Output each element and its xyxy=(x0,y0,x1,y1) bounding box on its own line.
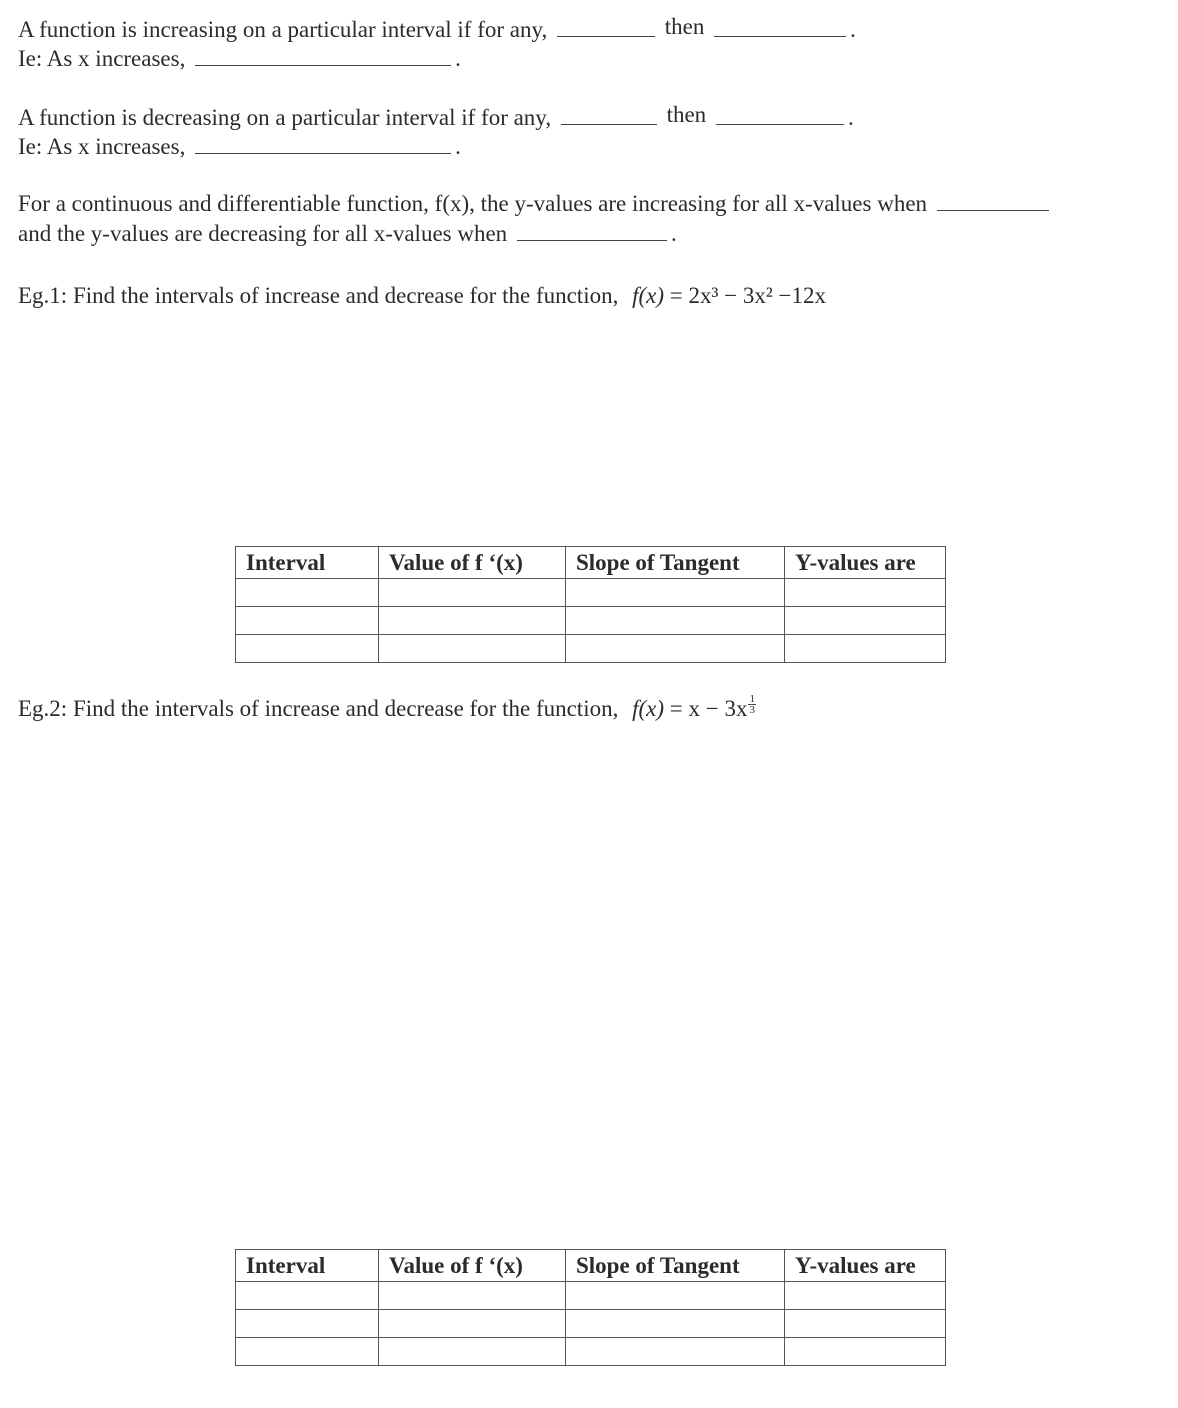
example-2-exponent-denominator: 3 xyxy=(749,704,755,716)
table-cell[interactable] xyxy=(236,1310,379,1338)
example-2-exponent-numerator: 1 xyxy=(749,693,755,705)
table1-header-fprime: Value of f ‘(x) xyxy=(379,547,566,579)
table-cell[interactable] xyxy=(566,1310,785,1338)
decreasing-definition-line2: Ie: As x increases, . xyxy=(18,134,461,159)
derivative-blank-2[interactable] xyxy=(517,222,667,241)
increasing-then-word: then xyxy=(664,14,705,39)
table2-header-slope: Slope of Tangent xyxy=(566,1250,785,1282)
example-1-prompt xyxy=(18,282,826,310)
table1-header-slope: Slope of Tangent xyxy=(566,547,785,579)
table-cell[interactable] xyxy=(785,1310,946,1338)
table-cell[interactable] xyxy=(379,607,566,635)
table-row xyxy=(236,1338,946,1366)
derivative-rule-line1 xyxy=(18,190,1049,218)
example-2-function-lhs: f(x) xyxy=(632,696,665,721)
table-cell[interactable] xyxy=(785,579,946,607)
table-cell[interactable] xyxy=(566,635,785,663)
example-2-exponent xyxy=(748,694,756,715)
table-cell[interactable] xyxy=(379,1338,566,1366)
example-2-prompt xyxy=(18,694,756,723)
table-row xyxy=(236,1310,946,1338)
table-header-row xyxy=(236,1250,946,1282)
decreasing-blank-1[interactable] xyxy=(561,106,657,125)
table2-header-yvalues: Y-values are xyxy=(785,1250,946,1282)
table-cell[interactable] xyxy=(236,607,379,635)
increasing-definition-text: A function is increasing on a particular interval if for any, xyxy=(18,17,548,42)
example-1-text: Eg.1: Find the intervals of increase and decrease for the function, xyxy=(18,283,619,308)
decreasing-definition-text: A function is decreasing on a particular interval if for any, xyxy=(18,105,552,130)
table-cell[interactable] xyxy=(236,579,379,607)
example-2-text: Eg.2: Find the intervals of increase and decrease for the function, xyxy=(18,696,619,721)
example-2-function xyxy=(632,693,756,721)
increasing-definition-line1: A function is increasing on a particular interval if for any, then . xyxy=(18,14,856,42)
increasing-blank-1[interactable] xyxy=(557,18,655,37)
decreasing-then-word: then xyxy=(666,102,707,127)
table-cell[interactable] xyxy=(379,1310,566,1338)
table2-header-interval: Interval xyxy=(236,1250,379,1282)
increasing-definition-line2: Ie: As x increases, . xyxy=(18,46,461,71)
table-row xyxy=(236,579,946,607)
increasing-ie-text: Ie: As x increases, xyxy=(18,46,186,71)
example-1-table xyxy=(235,546,946,663)
increasing-blank-2[interactable] xyxy=(714,18,846,37)
decreasing-blank-3[interactable] xyxy=(195,135,451,154)
example-1-function xyxy=(632,283,826,308)
decreasing-blank-2[interactable] xyxy=(716,106,844,125)
example-1-function-rhs: = 2x³ − 3x² −12x xyxy=(669,283,826,308)
table-cell[interactable] xyxy=(379,579,566,607)
table-row xyxy=(236,607,946,635)
table-cell[interactable] xyxy=(236,1282,379,1310)
table-header-row xyxy=(236,547,946,579)
table1-header-interval: Interval xyxy=(236,547,379,579)
table-cell[interactable] xyxy=(566,607,785,635)
decreasing-ie-text: Ie: As x increases, xyxy=(18,134,186,159)
table-cell[interactable] xyxy=(566,1282,785,1310)
derivative-rule-text-2: and the y-values are decreasing for all x-values when xyxy=(18,221,508,246)
derivative-blank-1[interactable] xyxy=(937,192,1049,211)
increasing-blank-3[interactable] xyxy=(195,47,451,66)
table-cell[interactable] xyxy=(236,635,379,663)
table-cell[interactable] xyxy=(785,1282,946,1310)
decreasing-definition-line1: A function is decreasing on a particular interval if for any, then . xyxy=(18,102,854,130)
derivative-rule-text-1: For a continuous and differentiable function, f(x), the y-values are increasing for all x-values when xyxy=(18,191,928,216)
table-row xyxy=(236,1282,946,1310)
table-cell[interactable] xyxy=(379,635,566,663)
derivative-rule-line2: and the y-values are decreasing for all x-values when . xyxy=(18,221,677,246)
table-cell[interactable] xyxy=(785,607,946,635)
example-2-table xyxy=(235,1249,946,1366)
table-row xyxy=(236,635,946,663)
example-2-function-rhs: = x − 3x xyxy=(669,696,748,721)
table-cell[interactable] xyxy=(785,1338,946,1366)
table-cell[interactable] xyxy=(566,1338,785,1366)
table2-header-fprime: Value of f ‘(x) xyxy=(379,1250,566,1282)
table-cell[interactable] xyxy=(379,1282,566,1310)
table-cell[interactable] xyxy=(785,635,946,663)
table1-header-yvalues: Y-values are xyxy=(785,547,946,579)
example-1-function-lhs: f(x) xyxy=(632,283,665,308)
table-cell[interactable] xyxy=(566,579,785,607)
table-cell[interactable] xyxy=(236,1338,379,1366)
